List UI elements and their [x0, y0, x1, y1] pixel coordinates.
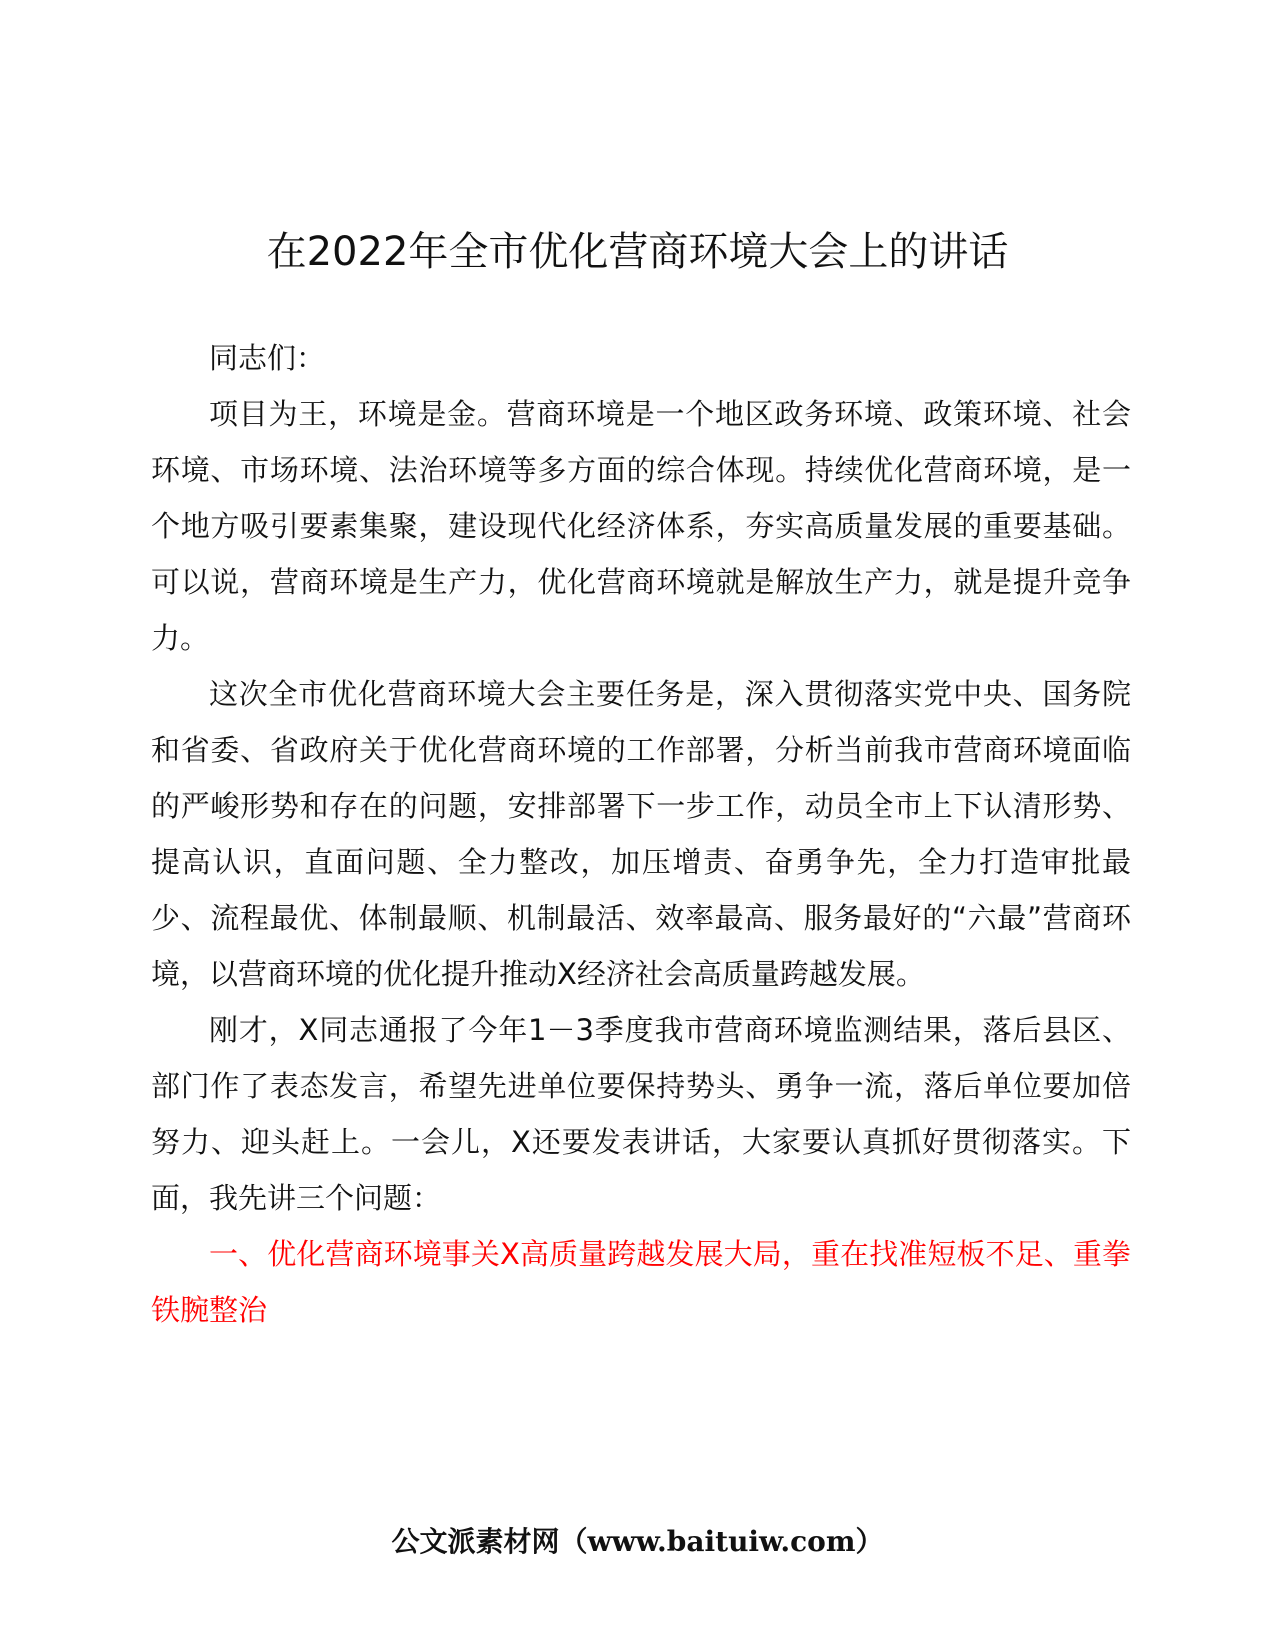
salutation: 同志们：: [209, 341, 326, 375]
paragraph-report: 刚才，X同志通报了今年1－3季度我市营商环境监测结果，落后县区、部门作了表态发言，希望先进单位要保持势头、勇争一流，落后单位要加倍努力、迎头赶上。一会儿，X还要发表讲话，大家要认真抓好贯彻落实。下面，我先讲三个问题：: [151, 1013, 1131, 1215]
footer-watermark: 公文派素材网（www.baituiw.com）: [391, 1525, 884, 1558]
paragraph-task: 这次全市优化营商环境大会主要任务是，深入贯彻落实党中央、国务院和省委、省政府关于优化营商环境的工作部署，分析当前我市营商环境面临的严峻形势和存在的问题，安排部署下一步工作，动员全市上下认清形势、提高认识，直面问题、全力整改，加压增责、奋勇争先，全力打造审批最少、流程最优、体制最顺、机制最活、效率最高、服务最好的“六最”营商环境，以营商环境的优化提升推动X经济社会高质量跨越发展。: [151, 677, 1131, 991]
document-title: 在2022年全市优化营商环境大会上的讲话: [266, 229, 1009, 275]
paragraph-intro: 项目为王，环境是金。营商环境是一个地区政务环境、政策环境、社会环境、市场环境、法治环境等多方面的综合体现。持续优化营商环境，是一个地方吸引要素集聚，建设现代化经济体系，夯实高质量发展的重要基础。可以说，营商环境是生产力，优化营商环境就是解放生产力，就是提升竞争力。: [151, 397, 1131, 655]
document-body: [151, 330, 1131, 1338]
section-heading: 一、优化营商环境事关X高质量跨越发展大局，重在找准短板不足、重拳铁腕整治: [151, 1237, 1131, 1327]
